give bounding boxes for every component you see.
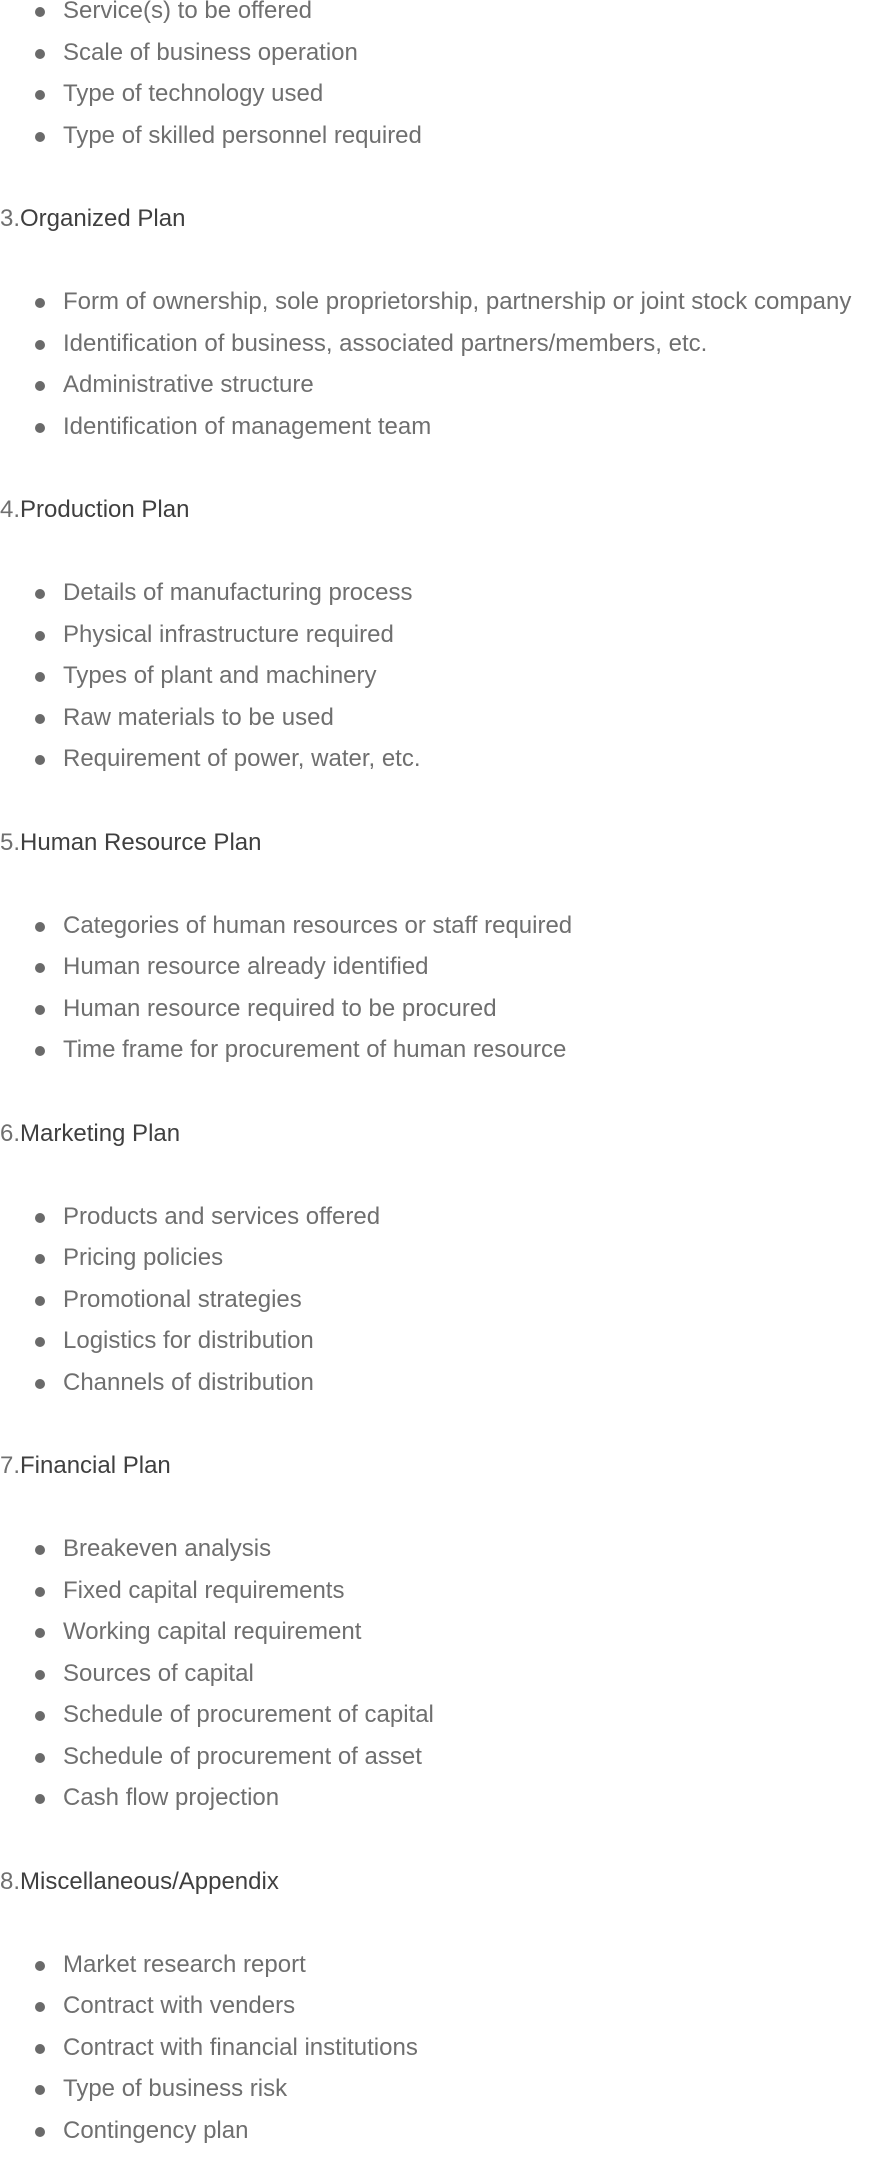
bullet-icon xyxy=(35,755,45,765)
bullet-icon xyxy=(35,2127,45,2137)
list-item xyxy=(0,2117,896,2158)
bullet-icon xyxy=(35,1337,45,1347)
plan-section xyxy=(0,1120,896,1411)
bullet-icon xyxy=(35,381,45,391)
list-item-text: Scale of business operation xyxy=(63,39,358,66)
list-item-text: Details of manufacturing process xyxy=(63,579,413,606)
list-item xyxy=(0,371,896,413)
list-item xyxy=(0,1784,896,1826)
section-number: 7. xyxy=(0,1452,20,1479)
list-item-text: Type of skilled personnel required xyxy=(63,122,422,149)
list-item xyxy=(0,953,896,995)
section-bullet-list xyxy=(0,912,896,1078)
plan-sections xyxy=(0,205,896,2158)
bullet-icon xyxy=(35,1753,45,1763)
list-item xyxy=(0,1701,896,1743)
list-item xyxy=(0,1618,896,1660)
section-heading xyxy=(0,1120,896,1148)
list-item xyxy=(0,1244,896,1286)
list-item-text: Time frame for procurement of human resource xyxy=(63,1036,566,1063)
bullet-icon xyxy=(35,340,45,350)
bullet-icon xyxy=(35,90,45,100)
section-heading xyxy=(0,829,896,857)
list-item xyxy=(0,2034,896,2076)
list-item-text: Working capital requirement xyxy=(63,1618,361,1645)
plan-section xyxy=(0,1452,896,1826)
section-number: 4. xyxy=(0,496,20,523)
list-item-text: Contingency plan xyxy=(63,2117,248,2144)
section-heading xyxy=(0,1452,896,1480)
list-item-text: Human resource required to be procured xyxy=(63,995,497,1022)
list-item-text: Categories of human resources or staff required xyxy=(63,912,572,939)
section-title: Miscellaneous/Appendix xyxy=(20,1868,279,1895)
list-item-text: Schedule of procurement of asset xyxy=(63,1743,422,1770)
section-number: 5. xyxy=(0,829,20,856)
bullet-icon xyxy=(35,963,45,973)
bullet-icon xyxy=(35,49,45,59)
bullet-icon xyxy=(35,132,45,142)
list-item-text: Products and services offered xyxy=(63,1203,380,1230)
list-item-text: Administrative structure xyxy=(63,371,314,398)
section-bullet-list xyxy=(0,1951,896,2158)
section-bullet-list xyxy=(0,579,896,787)
list-item-text: Physical infrastructure required xyxy=(63,621,394,648)
bullet-icon xyxy=(35,1670,45,1680)
list-item xyxy=(0,330,896,372)
list-item-text: Breakeven analysis xyxy=(63,1535,271,1562)
bullet-icon xyxy=(35,1628,45,1638)
list-item-text: Channels of distribution xyxy=(63,1369,314,1396)
section-number: 8. xyxy=(0,1868,20,1895)
list-item-text: Identification of management team xyxy=(63,413,431,440)
section-title: Marketing Plan xyxy=(20,1120,180,1147)
bullet-icon xyxy=(35,2085,45,2095)
bullet-icon xyxy=(35,1046,45,1056)
list-item xyxy=(0,662,896,704)
list-item-text: Type of technology used xyxy=(63,80,323,107)
bullet-icon xyxy=(35,1005,45,1015)
list-item-text: Sources of capital xyxy=(63,1660,254,1687)
list-item-text: Cash flow projection xyxy=(63,1784,279,1811)
list-item xyxy=(0,413,896,455)
list-item xyxy=(0,1203,896,1245)
section-number: 6. xyxy=(0,1120,20,1147)
section-title: Human Resource Plan xyxy=(20,829,261,856)
section-heading xyxy=(0,496,896,524)
list-item-text: Schedule of procurement of capital xyxy=(63,1701,434,1728)
list-item xyxy=(0,995,896,1037)
bullet-icon xyxy=(35,1961,45,1971)
section-bullet-list xyxy=(0,1203,896,1411)
list-item xyxy=(0,1951,896,1993)
list-item xyxy=(0,621,896,663)
bullet-icon xyxy=(35,1254,45,1264)
list-item xyxy=(0,1369,896,1411)
list-item-text: Contract with venders xyxy=(63,1992,295,2019)
list-item xyxy=(0,1992,896,2034)
bullet-icon xyxy=(35,1794,45,1804)
bullet-icon xyxy=(35,922,45,932)
section-bullet-list xyxy=(0,288,896,454)
list-item xyxy=(0,1286,896,1328)
bullet-icon xyxy=(35,672,45,682)
bullet-icon xyxy=(35,1711,45,1721)
bullet-icon xyxy=(35,2002,45,2012)
list-item xyxy=(0,1327,896,1369)
list-item-text: Fixed capital requirements xyxy=(63,1577,344,1604)
bullet-icon xyxy=(35,2044,45,2054)
list-item xyxy=(0,1660,896,1702)
section-heading xyxy=(0,205,896,233)
section-title: Production Plan xyxy=(20,496,189,523)
bullet-icon xyxy=(35,423,45,433)
bullet-icon xyxy=(35,1213,45,1223)
bullet-icon xyxy=(35,7,45,17)
list-item-text: Type of business risk xyxy=(63,2075,287,2102)
list-item-text: Service(s) to be offered xyxy=(63,0,312,24)
list-item xyxy=(0,122,896,164)
bullet-icon xyxy=(35,1545,45,1555)
list-item xyxy=(0,0,896,39)
bullet-icon xyxy=(35,1379,45,1389)
list-item xyxy=(0,2075,896,2117)
section-title: Financial Plan xyxy=(20,1452,171,1479)
list-item-text: Pricing policies xyxy=(63,1244,223,1271)
list-item-text: Form of ownership, sole proprietorship, partnership or joint stock company xyxy=(63,288,851,315)
list-item-text: Logistics for distribution xyxy=(63,1327,314,1354)
plan-section xyxy=(0,496,896,787)
list-item xyxy=(0,704,896,746)
section-heading xyxy=(0,1868,896,1896)
list-item-text: Requirement of power, water, etc. xyxy=(63,745,421,772)
bullet-icon xyxy=(35,589,45,599)
list-item xyxy=(0,1577,896,1619)
section-title: Organized Plan xyxy=(20,205,185,232)
list-item-text: Types of plant and machinery xyxy=(63,662,377,689)
list-item-text: Market research report xyxy=(63,1951,306,1978)
bullet-icon xyxy=(35,714,45,724)
section-bullet-list xyxy=(0,1535,896,1826)
bullet-icon xyxy=(35,298,45,308)
plan-section xyxy=(0,829,896,1078)
list-item xyxy=(0,1743,896,1785)
list-item xyxy=(0,745,896,787)
list-item xyxy=(0,80,896,122)
list-item xyxy=(0,39,896,81)
list-item-text: Identification of business, associated partners/members, etc. xyxy=(63,330,707,357)
list-item-text: Human resource already identified xyxy=(63,953,429,980)
list-item-text: Raw materials to be used xyxy=(63,704,334,731)
list-item xyxy=(0,579,896,621)
plan-section xyxy=(0,205,896,454)
list-item xyxy=(0,912,896,954)
bullet-icon xyxy=(35,1587,45,1597)
bullet-icon xyxy=(35,631,45,641)
section-number: 3. xyxy=(0,205,20,232)
list-item xyxy=(0,1036,896,1078)
lead-bullet-list xyxy=(0,0,896,163)
list-item xyxy=(0,1535,896,1577)
plan-section xyxy=(0,1868,896,2158)
bullet-icon xyxy=(35,1296,45,1306)
list-item xyxy=(0,288,896,330)
list-item-text: Promotional strategies xyxy=(63,1286,302,1313)
list-item-text: Contract with financial institutions xyxy=(63,2034,418,2061)
